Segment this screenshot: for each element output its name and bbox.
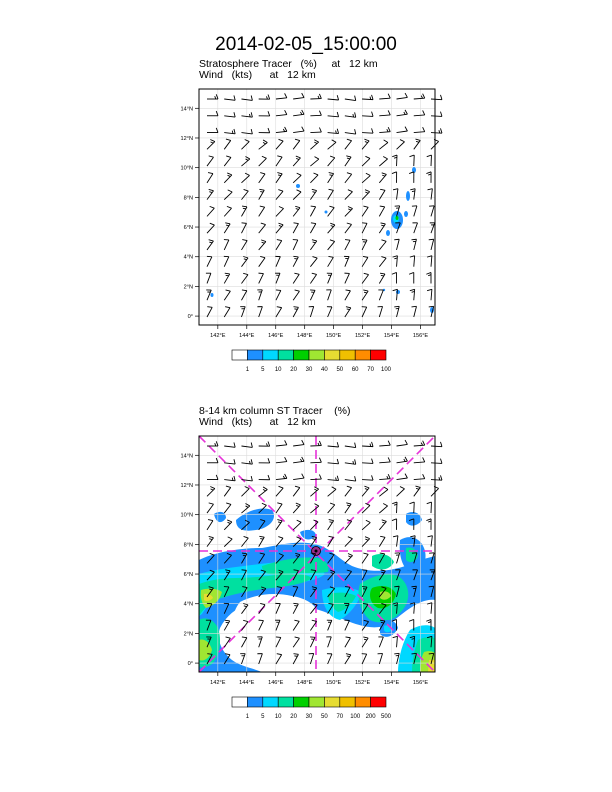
lat-tick-label: 6°N: [183, 225, 193, 232]
colorbar-label: 70: [367, 367, 374, 373]
lat-tick-label: 8°N: [183, 195, 193, 202]
colorbar-swatch: [232, 350, 247, 360]
lon-tick-label: 142°E: [210, 333, 226, 339]
lat-tick-label: 6°N: [183, 572, 193, 579]
colorbar-swatch: [340, 697, 355, 707]
colorbar-label: 100: [380, 367, 392, 373]
lon-tick-label: 144°E: [239, 680, 255, 686]
colorbar-label: 5: [261, 367, 265, 373]
panel2-wind-label: Wind (kts) at 12 km: [199, 416, 316, 428]
colorbar-swatch: [294, 350, 309, 360]
colorbar-swatch: [324, 697, 339, 707]
colorbar-swatch: [309, 697, 324, 707]
lon-tick-label: 142°E: [210, 680, 226, 686]
lon-tick-label: 150°E: [325, 680, 342, 686]
lat-tick-label: 8°N: [183, 542, 193, 549]
page-title: 2014-02-05_15:00:00: [215, 34, 397, 55]
colorbar-swatch: [263, 350, 278, 360]
panel2-center-marker: [312, 547, 321, 556]
colorbar-label: 100: [350, 714, 361, 720]
colorbar-swatch: [371, 350, 386, 360]
colorbar-swatch: [340, 350, 355, 360]
panel2-map: [181, 436, 442, 686]
panel1-title: Stratosphere Tracer (%) at 12 km: [199, 58, 378, 70]
lat-tick-label: 14°N: [180, 106, 193, 113]
colorbar-label: 200: [365, 714, 376, 720]
panel2-title: 8-14 km column ST Tracer (%): [199, 405, 351, 417]
colorbar-label: 20: [290, 367, 297, 373]
lon-tick-label: 144°E: [239, 333, 255, 339]
colorbar-label: 30: [305, 714, 313, 720]
lon-tick-label: 148°E: [297, 680, 313, 686]
lat-tick-label: 12°N: [180, 135, 193, 142]
colorbar-label: 10: [274, 714, 282, 720]
lon-tick-label: 156°E: [412, 680, 429, 686]
colorbar-label: 500: [380, 714, 392, 720]
lat-tick-label: 4°N: [183, 601, 193, 608]
colorbar-label: 5: [261, 714, 265, 720]
panel1-map: [181, 89, 442, 339]
lon-tick-label: 150°E: [325, 333, 342, 339]
lon-tick-label: 154°E: [383, 333, 400, 339]
lat-tick-label: 2°N: [183, 284, 193, 291]
lat-tick-label: 12°N: [180, 482, 193, 489]
lon-tick-label: 146°E: [268, 680, 284, 686]
lon-tick-label: 152°E: [354, 680, 371, 686]
lat-tick-label: 14°N: [180, 453, 193, 460]
colorbar-swatch: [324, 350, 339, 360]
colorbar-label: 50: [336, 367, 344, 373]
lat-tick-label: 10°N: [180, 512, 193, 519]
lon-tick-label: 154°E: [383, 680, 400, 686]
colorbar-swatch: [263, 697, 278, 707]
colorbar-swatch: [371, 697, 386, 707]
lat-tick-label: 10°N: [180, 165, 193, 172]
colorbar-label: 40: [321, 367, 328, 373]
colorbar-label: 20: [290, 714, 297, 720]
colorbar-swatch: [309, 350, 324, 360]
panel2-colorbar: [232, 697, 392, 720]
lat-tick-label: 4°N: [183, 254, 193, 261]
lat-tick-label: 0°: [187, 314, 193, 321]
colorbar-label: 1: [245, 714, 250, 720]
colorbar-swatch: [247, 350, 262, 360]
colorbar-label: 1: [245, 367, 250, 373]
lon-tick-label: 156°E: [412, 333, 429, 339]
colorbar-swatch: [355, 350, 370, 360]
colorbar-swatch: [355, 697, 370, 707]
panel1-colorbar: [232, 350, 392, 373]
colorbar-swatch: [232, 697, 247, 707]
colorbar-label: 70: [336, 714, 344, 720]
colorbar-swatch: [247, 697, 262, 707]
colorbar-label: 60: [351, 367, 359, 373]
lon-tick-label: 152°E: [354, 333, 371, 339]
lon-tick-label: 148°E: [297, 333, 313, 339]
lat-tick-label: 0°: [187, 661, 193, 668]
colorbar-swatch: [278, 697, 293, 707]
colorbar-swatch: [278, 350, 293, 360]
lon-tick-label: 146°E: [268, 333, 284, 339]
colorbar-label: 30: [305, 367, 313, 373]
colorbar-label: 50: [321, 714, 328, 720]
colorbar-label: 10: [274, 367, 282, 373]
panel1-wind-label: Wind (kts) at 12 km: [199, 69, 316, 81]
lat-tick-label: 2°N: [183, 631, 193, 638]
colorbar-swatch: [294, 697, 309, 707]
